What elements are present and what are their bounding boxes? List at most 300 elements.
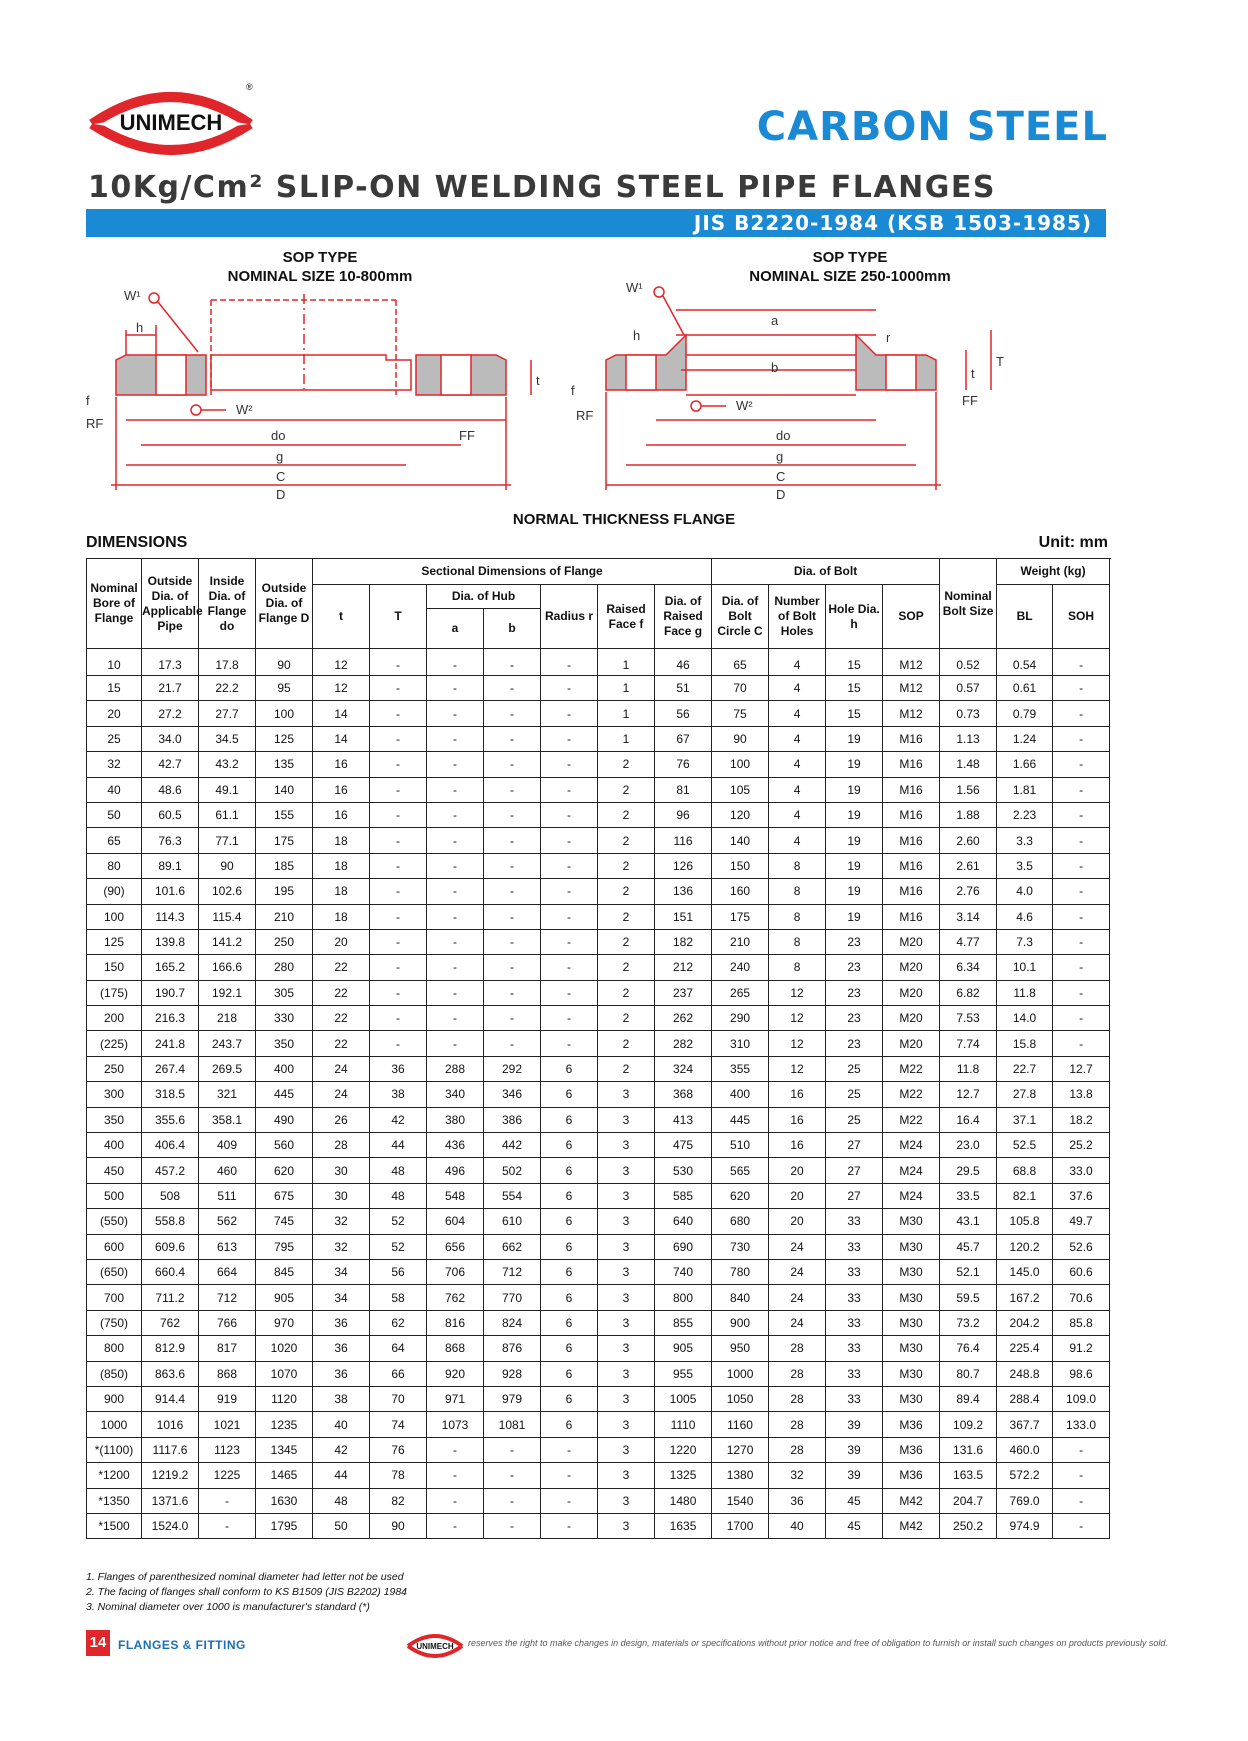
table-cell: - <box>484 904 541 929</box>
table-cell: 2 <box>598 853 655 878</box>
table-cell: 212 <box>655 955 712 980</box>
table-cell: (550) <box>87 1209 142 1234</box>
table-cell: M22 <box>883 1107 940 1132</box>
table-cell: 4 <box>769 752 826 777</box>
table-cell: - <box>199 1513 256 1538</box>
table-cell: - <box>427 929 484 954</box>
table-cell: - <box>1053 752 1110 777</box>
table-cell: - <box>484 726 541 751</box>
table-cell: 12 <box>769 1031 826 1056</box>
table-cell: 67 <box>655 726 712 751</box>
table-cell: - <box>370 828 427 853</box>
table-cell: 240 <box>712 955 769 980</box>
table-row <box>87 1412 1110 1437</box>
table-cell: 604 <box>427 1209 484 1234</box>
table-cell: - <box>427 1488 484 1513</box>
table-cell: *(1100) <box>87 1437 142 1462</box>
table-cell: M36 <box>883 1463 940 1488</box>
table-cell: 6 <box>541 1336 598 1361</box>
table-cell: 16 <box>769 1133 826 1158</box>
svg-text:C: C <box>276 469 286 484</box>
table-cell: 44 <box>370 1133 427 1158</box>
table-row <box>87 752 1110 777</box>
table-cell: 109.2 <box>940 1412 997 1437</box>
group-weight: Weight (kg) <box>997 559 1110 585</box>
table-cell: - <box>427 701 484 726</box>
table-cell: - <box>541 1488 598 1513</box>
table-cell: - <box>484 828 541 853</box>
table-cell: 1.24 <box>997 726 1053 751</box>
table-cell: 25 <box>826 1056 883 1081</box>
table-cell: 50 <box>313 1513 370 1538</box>
table-cell: 46 <box>655 649 712 676</box>
table-cell: 91.2 <box>1053 1336 1110 1361</box>
table-cell: 19 <box>826 777 883 802</box>
table-cell: 66 <box>370 1361 427 1386</box>
section-title: DIMENSIONS <box>86 534 188 551</box>
table-cell: 2.60 <box>940 828 997 853</box>
notes <box>86 1570 407 1615</box>
table-cell: 15 <box>87 676 142 701</box>
table-cell: 265 <box>712 980 769 1005</box>
table-row <box>87 1488 1110 1513</box>
table-cell: 20 <box>769 1183 826 1208</box>
svg-text:RF: RF <box>576 408 594 423</box>
table-cell: 502 <box>484 1158 541 1183</box>
table-cell: M24 <box>883 1158 940 1183</box>
table-cell: 706 <box>427 1259 484 1284</box>
table-row <box>87 1463 1110 1488</box>
table-cell: - <box>370 1006 427 1031</box>
table-cell: 45 <box>826 1488 883 1513</box>
table-cell: M16 <box>883 726 940 751</box>
table-cell: 250 <box>256 929 313 954</box>
table-cell: 19 <box>826 853 883 878</box>
table-cell: 2 <box>598 777 655 802</box>
table-row <box>87 1310 1110 1335</box>
table-cell: 346 <box>484 1082 541 1107</box>
table-cell: - <box>541 853 598 878</box>
table-header <box>87 559 1110 649</box>
table-cell: - <box>484 929 541 954</box>
table-cell: - <box>370 980 427 1005</box>
flange-drawings <box>86 280 1116 500</box>
table-cell: M30 <box>883 1209 940 1234</box>
table-cell: 510 <box>712 1133 769 1158</box>
table-cell: 572.2 <box>997 1463 1053 1488</box>
table-cell: M20 <box>883 1006 940 1031</box>
table-cell: 102.6 <box>199 879 256 904</box>
table-cell: 60.5 <box>142 802 199 827</box>
table-cell: 24 <box>769 1285 826 1310</box>
table-cell: 1 <box>598 701 655 726</box>
table-cell: 817 <box>199 1336 256 1361</box>
table-cell: 680 <box>712 1209 769 1234</box>
table-cell: 24 <box>313 1056 370 1081</box>
table-cell: 386 <box>484 1107 541 1132</box>
table-cell: 12 <box>769 1006 826 1031</box>
table-cell: 4 <box>769 649 826 676</box>
table-cell: 56 <box>370 1259 427 1284</box>
svg-text:g: g <box>776 449 784 464</box>
table-cell: 18 <box>313 904 370 929</box>
table-cell: 98.6 <box>1053 1361 1110 1386</box>
table-row <box>87 1336 1110 1361</box>
table-cell: - <box>484 649 541 676</box>
table-cell: 0.52 <box>940 649 997 676</box>
table-body <box>87 649 1110 1539</box>
table-cell: 28 <box>769 1437 826 1462</box>
table-cell: M16 <box>883 904 940 929</box>
col-outside-pipe: Outside Dia. of Applicable Pipe <box>142 559 199 649</box>
table-cell: 25.2 <box>1053 1133 1110 1158</box>
table-cell: M36 <box>883 1412 940 1437</box>
table-cell: 620 <box>256 1158 313 1183</box>
table-cell: 600 <box>87 1234 142 1259</box>
table-row <box>87 1031 1110 1056</box>
table-cell: 3 <box>598 1412 655 1437</box>
table-cell: 4 <box>769 828 826 853</box>
table-cell: 3 <box>598 1463 655 1488</box>
table-cell: M30 <box>883 1336 940 1361</box>
table-cell: 120 <box>712 802 769 827</box>
table-cell: 23.0 <box>940 1133 997 1158</box>
table-cell: 700 <box>87 1285 142 1310</box>
table-cell: 167.2 <box>997 1285 1053 1310</box>
table-cell: 3.3 <box>997 828 1053 853</box>
table-cell: - <box>1053 802 1110 827</box>
table-cell: 26 <box>313 1107 370 1132</box>
table-cell: - <box>1053 726 1110 751</box>
table-cell: 95 <box>256 676 313 701</box>
table-cell: - <box>1053 1513 1110 1538</box>
table-row <box>87 1133 1110 1158</box>
table-cell: 950 <box>712 1336 769 1361</box>
table-cell: 7.3 <box>997 929 1053 954</box>
table-cell: - <box>370 929 427 954</box>
table-cell: 500 <box>87 1183 142 1208</box>
table-cell: 409 <box>199 1133 256 1158</box>
table-row <box>87 1107 1110 1132</box>
table-cell: 711.2 <box>142 1285 199 1310</box>
table-cell: - <box>541 980 598 1005</box>
table-cell: 2 <box>598 980 655 1005</box>
table-cell: M24 <box>883 1133 940 1158</box>
table-cell: 368 <box>655 1082 712 1107</box>
table-cell: 204.2 <box>997 1310 1053 1335</box>
table-cell: 905 <box>655 1336 712 1361</box>
table-cell: 204.7 <box>940 1488 997 1513</box>
table-cell: 0.79 <box>997 701 1053 726</box>
table-cell: 40 <box>87 777 142 802</box>
table-cell: 105 <box>712 777 769 802</box>
table-cell: 22 <box>313 1006 370 1031</box>
table-cell: 1700 <box>712 1513 769 1538</box>
table-cell: 3 <box>598 1513 655 1538</box>
svg-text:b: b <box>771 360 779 375</box>
table-cell: M30 <box>883 1361 940 1386</box>
table-cell: M30 <box>883 1310 940 1335</box>
table-cell: 664 <box>199 1259 256 1284</box>
group-bolt: Dia. of Bolt <box>712 559 940 585</box>
table-cell: 90 <box>199 853 256 878</box>
table-cell: 355.6 <box>142 1107 199 1132</box>
col-soh: SOH <box>1053 585 1110 649</box>
table-cell: 59.5 <box>940 1285 997 1310</box>
table-cell: - <box>370 955 427 980</box>
table-cell: M16 <box>883 853 940 878</box>
table-cell: 762 <box>427 1285 484 1310</box>
table-cell: 812.9 <box>142 1336 199 1361</box>
table-cell: 33 <box>826 1285 883 1310</box>
table-cell: 12 <box>313 676 370 701</box>
table-cell: 16 <box>769 1082 826 1107</box>
table-row <box>87 726 1110 751</box>
table-cell: 50 <box>87 802 142 827</box>
table-cell: 18 <box>313 853 370 878</box>
svg-text:D: D <box>276 487 286 500</box>
table-cell: - <box>427 777 484 802</box>
table-cell: 4.0 <box>997 879 1053 904</box>
table-cell: M30 <box>883 1386 940 1411</box>
table-cell: 23 <box>826 980 883 1005</box>
table-cell: 62 <box>370 1310 427 1335</box>
table-cell: - <box>370 1031 427 1056</box>
table-cell: 1465 <box>256 1463 313 1488</box>
table-cell: 22 <box>313 955 370 980</box>
table-row <box>87 1361 1110 1386</box>
table-cell: 460 <box>199 1158 256 1183</box>
table-cell: 0.61 <box>997 676 1053 701</box>
table-cell: 109.0 <box>1053 1386 1110 1411</box>
table-cell: 855 <box>655 1310 712 1335</box>
table-cell: 8 <box>769 904 826 929</box>
table-cell: 406.4 <box>142 1133 199 1158</box>
table-cell: 355 <box>712 1056 769 1081</box>
table-row <box>87 1056 1110 1081</box>
table-cell: M20 <box>883 1031 940 1056</box>
table-cell: 2 <box>598 752 655 777</box>
table-cell: 2 <box>598 802 655 827</box>
table-cell: 37.1 <box>997 1107 1053 1132</box>
table-cell: 1050 <box>712 1386 769 1411</box>
table-row <box>87 1082 1110 1107</box>
table-cell: 34.0 <box>142 726 199 751</box>
table-cell: 863.6 <box>142 1361 199 1386</box>
table-cell: 190.7 <box>142 980 199 1005</box>
table-cell: (90) <box>87 879 142 904</box>
table-cell: - <box>484 701 541 726</box>
table-cell: 125 <box>87 929 142 954</box>
table-cell: 216.3 <box>142 1006 199 1031</box>
table-cell: 530 <box>655 1158 712 1183</box>
svg-text:UNIMECH: UNIMECH <box>416 1642 454 1651</box>
table-cell: 1 <box>598 649 655 676</box>
table-cell: 1016 <box>142 1412 199 1437</box>
footer-label: FLANGES & FITTING <box>118 1638 246 1652</box>
table-cell: - <box>1053 1437 1110 1462</box>
svg-text:W²: W² <box>236 402 253 417</box>
table-cell: 77.1 <box>199 828 256 853</box>
table-cell: 125 <box>256 726 313 751</box>
svg-text:do: do <box>271 428 286 443</box>
table-cell: 22 <box>313 980 370 1005</box>
table-cell: 1073 <box>427 1412 484 1437</box>
table-cell: 70 <box>712 676 769 701</box>
table-cell: 0.57 <box>940 676 997 701</box>
col-bolt-circle: Dia. of Bolt Circle C <box>712 585 769 649</box>
table-cell: M20 <box>883 929 940 954</box>
table-cell: 237 <box>655 980 712 1005</box>
table-cell: 290 <box>712 1006 769 1031</box>
table-cell: 450 <box>87 1158 142 1183</box>
table-cell: 1.56 <box>940 777 997 802</box>
table-cell: 52 <box>370 1234 427 1259</box>
table-cell: 22.7 <box>997 1056 1053 1081</box>
table-cell: 76.3 <box>142 828 199 853</box>
table-cell: - <box>427 955 484 980</box>
logo-text: UNIMECH <box>119 110 223 135</box>
table-cell: 2 <box>598 904 655 929</box>
table-cell: M16 <box>883 802 940 827</box>
table-cell: M22 <box>883 1082 940 1107</box>
table-cell: 33.5 <box>940 1183 997 1208</box>
table-cell: 36 <box>313 1336 370 1361</box>
table-cell: 1005 <box>655 1386 712 1411</box>
table-cell: 919 <box>199 1386 256 1411</box>
table-cell: 730 <box>712 1234 769 1259</box>
table-cell: M20 <box>883 980 940 1005</box>
table-cell: 70.6 <box>1053 1285 1110 1310</box>
table-cell: 28 <box>769 1336 826 1361</box>
table-cell: 165.2 <box>142 955 199 980</box>
col-bl: BL <box>997 585 1053 649</box>
table-cell: - <box>541 1437 598 1462</box>
unimech-logo <box>86 80 256 162</box>
table-cell: 640 <box>655 1209 712 1234</box>
table-cell: 42 <box>370 1107 427 1132</box>
table-cell: 73.2 <box>940 1310 997 1335</box>
table-cell: 195 <box>256 879 313 904</box>
table-cell: 288 <box>427 1056 484 1081</box>
table-cell: 800 <box>655 1285 712 1310</box>
table-cell: 660.4 <box>142 1259 199 1284</box>
table-cell: 267.4 <box>142 1056 199 1081</box>
svg-text:T: T <box>996 354 1004 369</box>
table-cell: 65 <box>87 828 142 853</box>
table-cell: 3.14 <box>940 904 997 929</box>
table-cell: 61.1 <box>199 802 256 827</box>
table-cell: 900 <box>712 1310 769 1335</box>
table-cell: 140 <box>256 777 313 802</box>
table-cell: 3.5 <box>997 853 1053 878</box>
table-cell: 32 <box>769 1463 826 1488</box>
table-cell: - <box>370 853 427 878</box>
table-cell: 76.4 <box>940 1336 997 1361</box>
table-cell: 1.88 <box>940 802 997 827</box>
note-3: 3. Nominal diameter over 1000 is manufacturer's standard (*) <box>86 1601 370 1613</box>
table-cell: 24 <box>769 1234 826 1259</box>
table-cell: 442 <box>484 1133 541 1158</box>
table-cell: 6 <box>541 1107 598 1132</box>
table-cell: 766 <box>199 1310 256 1335</box>
table-cell: 6 <box>541 1183 598 1208</box>
table-cell: 52.5 <box>997 1133 1053 1158</box>
table-cell: - <box>427 802 484 827</box>
table-cell: - <box>541 676 598 701</box>
table-cell: 490 <box>256 1107 313 1132</box>
table-cell: 80.7 <box>940 1361 997 1386</box>
table-cell: 150 <box>87 955 142 980</box>
table-cell: 6 <box>541 1361 598 1386</box>
table-cell: 280 <box>256 955 313 980</box>
table-cell: 33 <box>826 1259 883 1284</box>
table-cell: 350 <box>87 1107 142 1132</box>
table-cell: 1380 <box>712 1463 769 1488</box>
category-title: CARBON STEEL <box>756 104 1108 150</box>
table-row <box>87 929 1110 954</box>
table-cell: - <box>541 726 598 751</box>
disclaimer: reserves the right to make changes in design, materials or specifications without prior notice and free of obligation to furnish or install such changes on products previously sold. <box>468 1638 1168 1648</box>
table-cell: 3 <box>598 1133 655 1158</box>
table-cell: 3 <box>598 1437 655 1462</box>
table-cell: 1524.0 <box>142 1513 199 1538</box>
table-cell: 565 <box>712 1158 769 1183</box>
table-cell: 610 <box>484 1209 541 1234</box>
col-nominal-bore: Nominal Bore of Flange <box>87 559 142 649</box>
table-cell: 27 <box>826 1158 883 1183</box>
table-cell: 324 <box>655 1056 712 1081</box>
table-cell: 136 <box>655 879 712 904</box>
table-cell: (650) <box>87 1259 142 1284</box>
drawing-sop-small <box>111 293 531 490</box>
table-cell: 2 <box>598 1031 655 1056</box>
table-cell: 38 <box>313 1386 370 1411</box>
table-cell: - <box>370 802 427 827</box>
table-cell: 900 <box>87 1386 142 1411</box>
table-cell: 475 <box>655 1133 712 1158</box>
table-cell: 140 <box>712 828 769 853</box>
table-cell: 34.5 <box>199 726 256 751</box>
table-cell: 19 <box>826 726 883 751</box>
table-cell: 48 <box>370 1158 427 1183</box>
table-cell: 2 <box>598 929 655 954</box>
table-cell: 39 <box>826 1463 883 1488</box>
table-cell: 28 <box>769 1361 826 1386</box>
table-cell: M30 <box>883 1259 940 1284</box>
table-cell: 225.4 <box>997 1336 1053 1361</box>
table-cell: 24 <box>769 1259 826 1284</box>
table-cell: (175) <box>87 980 142 1005</box>
table-cell: 8 <box>769 955 826 980</box>
table-cell: 163.5 <box>940 1463 997 1488</box>
table-cell: - <box>427 726 484 751</box>
table-row <box>87 955 1110 980</box>
table-cell: 40 <box>313 1412 370 1437</box>
table-cell: M12 <box>883 701 940 726</box>
table-cell: 28 <box>313 1133 370 1158</box>
table-cell: 609.6 <box>142 1234 199 1259</box>
table-cell: - <box>541 701 598 726</box>
table-cell: 1 <box>598 676 655 701</box>
table-cell: - <box>370 879 427 904</box>
table-cell: - <box>370 701 427 726</box>
table-cell: 1795 <box>256 1513 313 1538</box>
table-cell: M12 <box>883 649 940 676</box>
table-cell: 3 <box>598 1310 655 1335</box>
table-cell: - <box>1053 777 1110 802</box>
table-cell: - <box>1053 980 1110 1005</box>
